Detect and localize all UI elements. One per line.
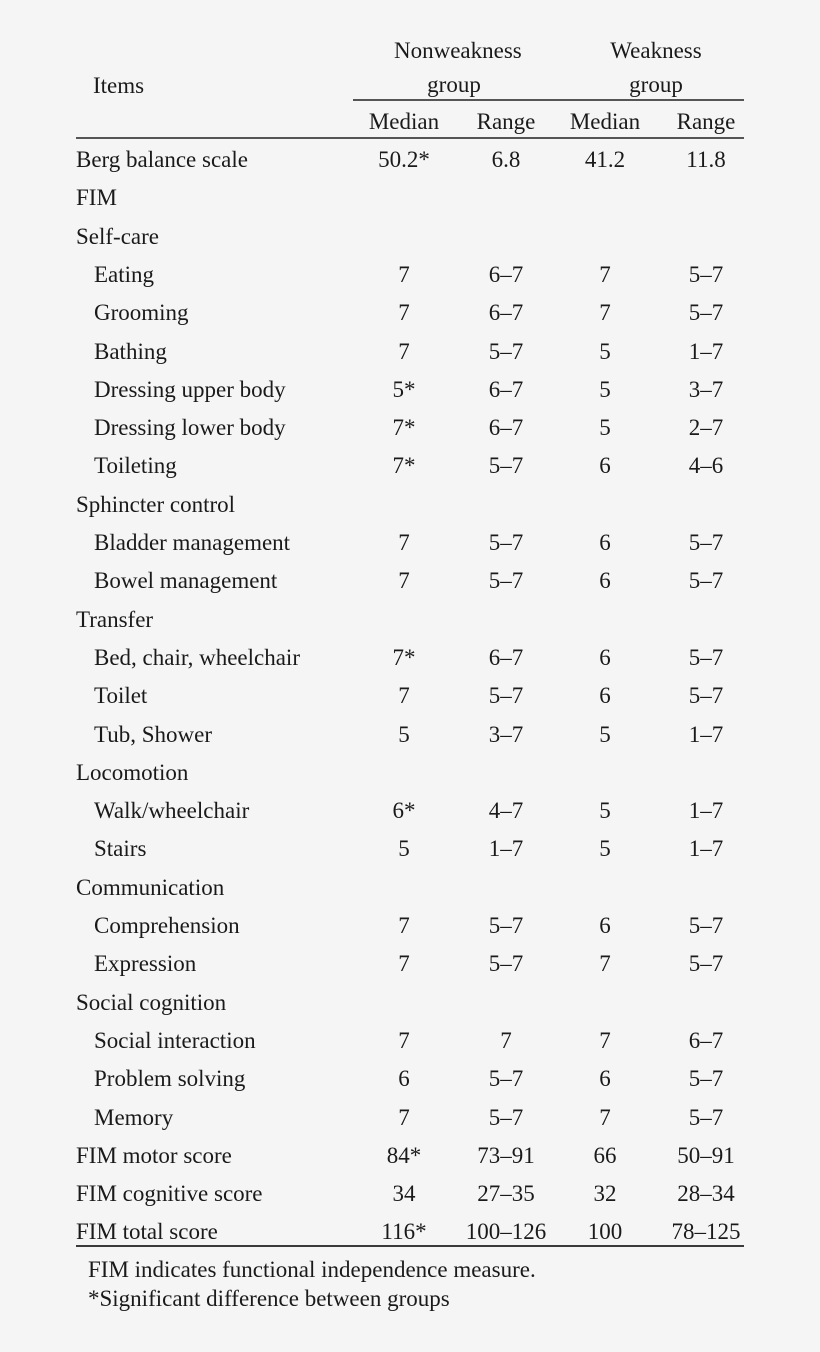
subheader-median-2: Median xyxy=(569,109,641,134)
cell-weakness-range: 2–7 xyxy=(688,415,724,440)
cell-weakness-median: 5 xyxy=(599,339,611,364)
footnote-significance: *Significant difference between groups xyxy=(88,1286,450,1311)
row-label: Social cognition xyxy=(76,990,227,1015)
subheader-median-1: Median xyxy=(368,109,440,134)
cell-weakness-median: 6 xyxy=(599,1066,611,1091)
group-header-weakness-line2: group xyxy=(629,72,683,97)
cell-weakness-range: 5–7 xyxy=(688,951,724,976)
cell-weakness-range: 28–34 xyxy=(677,1181,735,1206)
row-label: Berg balance scale xyxy=(76,147,248,172)
cell-weakness-median: 7 xyxy=(599,951,611,976)
row-sublabel: Toileting xyxy=(94,453,177,478)
row-label: FIM motor score xyxy=(76,1143,232,1168)
cell-nonweakness-range: 6–7 xyxy=(488,645,524,670)
cell-weakness-median: 32 xyxy=(593,1181,617,1206)
row-label: FIM total score xyxy=(76,1219,218,1244)
header-bottom-rule xyxy=(76,137,744,139)
row-sublabel: Problem solving xyxy=(94,1066,246,1091)
cell-nonweakness-range: 6–7 xyxy=(488,300,524,325)
row-sublabel: Bowel management xyxy=(94,568,278,593)
row-label: Transfer xyxy=(76,607,154,632)
cell-weakness-median: 41.2 xyxy=(584,147,626,172)
cell-weakness-median: 5 xyxy=(599,415,611,440)
cell-weakness-range: 5–7 xyxy=(688,1066,724,1091)
cell-nonweakness-median: 5* xyxy=(392,377,416,402)
row-sublabel: Comprehension xyxy=(94,913,240,938)
cell-weakness-median: 7 xyxy=(599,1028,611,1053)
cell-weakness-median: 5 xyxy=(599,836,611,861)
cell-nonweakness-median: 7 xyxy=(398,530,410,555)
cell-weakness-range: 11.8 xyxy=(686,147,726,172)
cell-nonweakness-range: 7 xyxy=(500,1028,512,1053)
cell-nonweakness-median: 7 xyxy=(398,1028,410,1053)
cell-weakness-range: 3–7 xyxy=(688,377,724,402)
cell-weakness-median: 5 xyxy=(599,377,611,402)
cell-weakness-range: 78–125 xyxy=(671,1219,741,1244)
cell-nonweakness-median: 50.2* xyxy=(378,147,430,172)
table-bottom-rule xyxy=(76,1245,744,1247)
cell-nonweakness-range: 5–7 xyxy=(488,683,524,708)
cell-nonweakness-median: 7 xyxy=(398,1105,410,1130)
cell-weakness-median: 6 xyxy=(599,453,611,478)
cell-nonweakness-median: 34 xyxy=(392,1181,416,1206)
cell-weakness-range: 5–7 xyxy=(688,300,724,325)
cell-nonweakness-median: 7 xyxy=(398,951,410,976)
group-header-nonweakness-line1: Nonweakness xyxy=(394,38,522,63)
cell-nonweakness-median: 84* xyxy=(386,1143,422,1168)
cell-weakness-range: 5–7 xyxy=(688,568,724,593)
row-sublabel: Memory xyxy=(94,1105,174,1130)
row-sublabel: Bladder management xyxy=(94,530,291,555)
cell-nonweakness-median: 7* xyxy=(392,645,416,670)
group-header-nonweakness-line2: group xyxy=(427,72,481,97)
cell-nonweakness-range: 3–7 xyxy=(488,722,524,747)
cell-nonweakness-median: 7 xyxy=(398,300,410,325)
cell-nonweakness-range: 4–7 xyxy=(488,798,524,823)
row-sublabel: Toilet xyxy=(94,683,148,708)
row-sublabel: Dressing lower body xyxy=(94,415,286,440)
cell-weakness-median: 100 xyxy=(587,1219,623,1244)
row-sublabel: Stairs xyxy=(94,836,147,861)
cell-weakness-range: 5–7 xyxy=(688,530,724,555)
subheader-range-2: Range xyxy=(676,109,736,134)
cell-weakness-range: 1–7 xyxy=(688,798,724,823)
cell-nonweakness-range: 5–7 xyxy=(488,951,524,976)
cell-weakness-median: 66 xyxy=(593,1143,617,1168)
cell-nonweakness-median: 6 xyxy=(398,1066,410,1091)
cell-nonweakness-range: 5–7 xyxy=(488,1105,524,1130)
cell-weakness-range: 5–7 xyxy=(688,913,724,938)
row-sublabel: Tub, Shower xyxy=(94,722,213,747)
cell-nonweakness-range: 5–7 xyxy=(488,339,524,364)
cell-weakness-range: 5–7 xyxy=(688,645,724,670)
items-header: Items xyxy=(93,73,145,98)
footnote-fim: FIM indicates functional independence measure. xyxy=(88,1257,536,1282)
cell-nonweakness-median: 7 xyxy=(398,568,410,593)
cell-nonweakness-range: 1–7 xyxy=(488,836,524,861)
row-label: FIM xyxy=(76,185,117,210)
cell-weakness-median: 6 xyxy=(599,530,611,555)
row-sublabel: Eating xyxy=(94,262,155,287)
cell-weakness-median: 7 xyxy=(599,262,611,287)
cell-nonweakness-median: 7* xyxy=(392,415,416,440)
cell-weakness-range: 6–7 xyxy=(688,1028,724,1053)
cell-weakness-median: 6 xyxy=(599,568,611,593)
cell-weakness-median: 6 xyxy=(599,683,611,708)
cell-weakness-range: 50–91 xyxy=(677,1143,735,1168)
cell-weakness-median: 5 xyxy=(599,798,611,823)
row-sublabel: Dressing upper body xyxy=(94,377,286,402)
subheader-range-1: Range xyxy=(476,109,536,134)
cell-nonweakness-median: 6* xyxy=(392,798,416,823)
cell-weakness-range: 1–7 xyxy=(688,339,724,364)
cell-nonweakness-range: 27–35 xyxy=(477,1181,535,1206)
cell-weakness-range: 5–7 xyxy=(688,262,724,287)
cell-nonweakness-median: 5 xyxy=(398,722,410,747)
cell-nonweakness-range: 6–7 xyxy=(488,262,524,287)
row-label: Locomotion xyxy=(76,760,189,785)
cell-nonweakness-range: 5–7 xyxy=(488,568,524,593)
cell-nonweakness-range: 5–7 xyxy=(488,1066,524,1091)
row-sublabel: Bed, chair, wheelchair xyxy=(94,645,300,670)
cell-weakness-range: 5–7 xyxy=(688,683,724,708)
row-sublabel: Grooming xyxy=(94,300,189,325)
row-sublabel: Walk/wheelchair xyxy=(94,798,250,823)
cell-weakness-median: 7 xyxy=(599,1105,611,1130)
cell-nonweakness-median: 116* xyxy=(381,1219,427,1244)
cell-nonweakness-median: 7* xyxy=(392,453,416,478)
cell-nonweakness-median: 7 xyxy=(398,339,410,364)
cell-nonweakness-range: 5–7 xyxy=(488,453,524,478)
cell-nonweakness-median: 5 xyxy=(398,836,410,861)
row-label: FIM cognitive score xyxy=(76,1181,263,1206)
group-header-weakness-line1: Weakness xyxy=(610,38,702,63)
cell-nonweakness-range: 6.8 xyxy=(491,147,521,172)
cell-nonweakness-range: 73–91 xyxy=(477,1143,535,1168)
row-sublabel: Expression xyxy=(94,951,197,976)
cell-weakness-range: 4–6 xyxy=(688,453,724,478)
cell-weakness-median: 5 xyxy=(599,722,611,747)
cell-nonweakness-range: 6–7 xyxy=(488,415,524,440)
row-label: Communication xyxy=(76,875,225,900)
cell-nonweakness-range: 5–7 xyxy=(488,913,524,938)
cell-nonweakness-median: 7 xyxy=(398,262,410,287)
cell-nonweakness-range: 100–126 xyxy=(465,1219,547,1244)
row-label: Self-care xyxy=(76,224,159,249)
group-header-rule xyxy=(353,99,744,101)
cell-weakness-range: 1–7 xyxy=(688,722,724,747)
row-label: Sphincter control xyxy=(76,492,236,517)
cell-nonweakness-range: 6–7 xyxy=(488,377,524,402)
cell-weakness-median: 7 xyxy=(599,300,611,325)
cell-nonweakness-range: 5–7 xyxy=(488,530,524,555)
cell-weakness-range: 1–7 xyxy=(688,836,724,861)
cell-nonweakness-median: 7 xyxy=(398,913,410,938)
row-sublabel: Social interaction xyxy=(94,1028,256,1053)
cell-weakness-range: 5–7 xyxy=(688,1105,724,1130)
cell-weakness-median: 6 xyxy=(599,645,611,670)
cell-weakness-median: 6 xyxy=(599,913,611,938)
cell-nonweakness-median: 7 xyxy=(398,683,410,708)
row-sublabel: Bathing xyxy=(94,339,167,364)
